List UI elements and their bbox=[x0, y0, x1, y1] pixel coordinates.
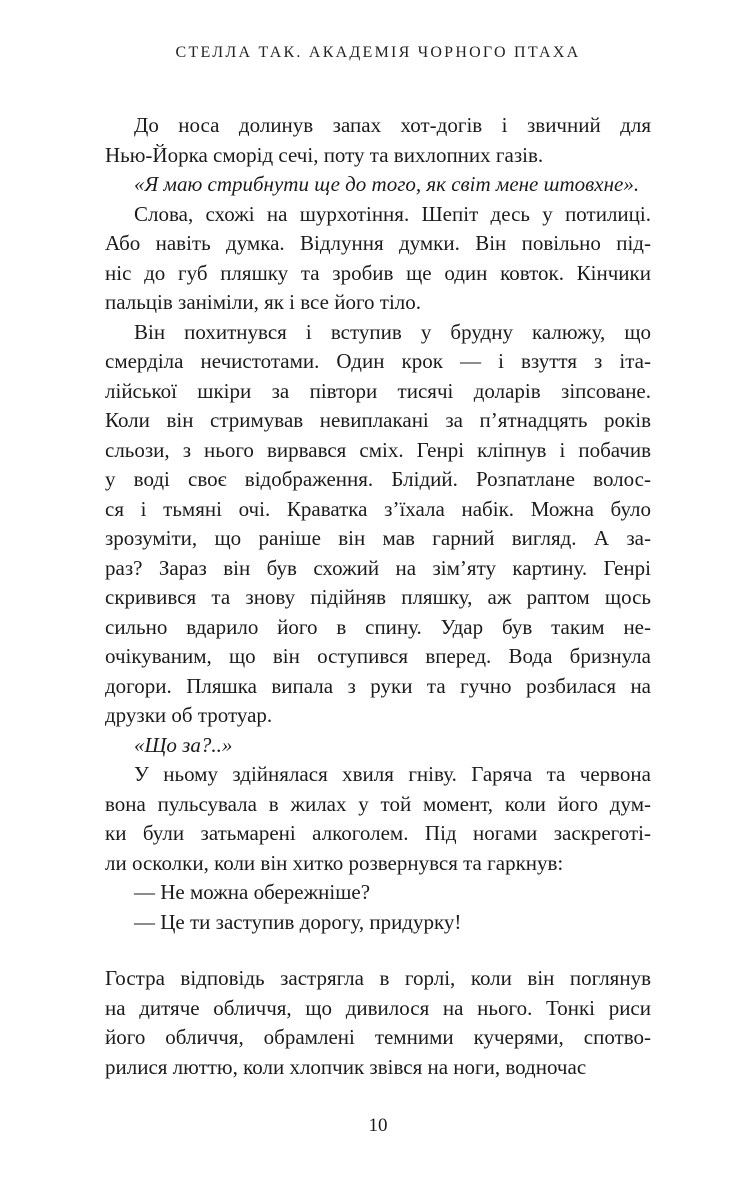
paragraph bbox=[105, 170, 651, 200]
text-line: рилися люттю, коли хлопчик звівся на ноги, водночас bbox=[105, 1054, 587, 1079]
text-line: на дитяче обличчя, що дивилося на нього. Тонкі риси bbox=[105, 995, 651, 1020]
text-line: «Що за?..» bbox=[134, 732, 233, 757]
text-line: Або навіть думка. Відлуння думки. Він повільно під- bbox=[105, 231, 651, 255]
text-line: Гостра відповідь застрягла в горлі, коли він поглянув bbox=[105, 966, 651, 990]
paragraph bbox=[105, 760, 651, 878]
text-line: Слова, схожі на шурхотіння. Шепіт десь у потилиці. bbox=[134, 201, 651, 226]
text-line: ки були затьмарені алкоголем. Під ногами заскреготі- bbox=[105, 821, 651, 845]
text-line: ніс до губ пляшку та зробив ще один ковток. Кінчики bbox=[105, 260, 651, 285]
text-line: Коли він стримував невиплакані за п’ятнадцять років bbox=[105, 408, 651, 432]
text-line: смерділа нечистотами. Один крок — і взуття з іта- bbox=[105, 349, 651, 373]
text-line: раз? Зараз він був схожий на зім’яту картину. Генрі bbox=[105, 555, 651, 580]
paragraph bbox=[105, 200, 651, 318]
text-line: Нью-Йорка сморід сечі, поту та вихлопних газів. bbox=[105, 142, 544, 167]
text-line: лійської шкіри за півтори тисячі доларів зіпсоване. bbox=[105, 378, 651, 403]
text-line: у воді своє відображення. Блідий. Розпатлане волос- bbox=[105, 467, 651, 491]
text-line: сильно вдарило його в спину. Удар був таким не- bbox=[105, 614, 651, 639]
text-line: його обличчя, обрамлені темними кучерями, спотво- bbox=[105, 1025, 651, 1049]
text-line: До носа долинув запах хот-догів і звичний для bbox=[134, 113, 651, 137]
paragraph bbox=[105, 908, 651, 938]
text-line: сльози, з нього вирвався сміх. Генрі кліпнув і побачив bbox=[105, 437, 651, 462]
text-line: вона пульсувала в жилах у той момент, коли його дум- bbox=[105, 791, 651, 816]
text-line: друзки об тротуар. bbox=[105, 703, 273, 727]
text-line: — Це ти заступив дорогу, придурку! bbox=[134, 909, 462, 934]
text-line: пальців заніміли, як і все його тіло. bbox=[105, 290, 422, 314]
paragraph bbox=[105, 111, 651, 170]
text-line: — Не можна обережніше? bbox=[134, 880, 371, 904]
text-line: очікуваним, що він оступився вперед. Вода бризнула bbox=[105, 644, 651, 668]
text-line: «Я маю стрибнути ще до того, як світ мене штовхне». bbox=[134, 172, 640, 196]
text-line: зрозуміти, що раніше він мав гарний вигляд. А за- bbox=[105, 526, 651, 550]
text-line: У ньому здійнялася хвиля гніву. Гаряча та червона bbox=[134, 762, 651, 786]
text-line: ся і тьмяні очі. Краватка з’їхала набік. Можна було bbox=[105, 496, 651, 521]
text-line: Він похитнувся і вступив у брудну калюжу, що bbox=[134, 319, 651, 344]
page-number: 10 bbox=[368, 1115, 388, 1136]
running-head: СТЕЛЛА ТАК. АКАДЕМІЯ ЧОРНОГО ПТАХА bbox=[175, 44, 581, 61]
text-line: догори. Пляшка випала з руки та гучно розбилася на bbox=[105, 673, 651, 698]
paragraph bbox=[105, 318, 651, 731]
paragraph bbox=[105, 878, 651, 908]
text-block bbox=[105, 111, 651, 1082]
text-line: ли осколки, коли він хитко розвернувся та гаркнув: bbox=[105, 850, 564, 875]
paragraph bbox=[105, 731, 651, 761]
paragraph bbox=[105, 964, 651, 1082]
text-line: скривився та знову підійняв пляшку, аж раптом щось bbox=[105, 585, 651, 609]
